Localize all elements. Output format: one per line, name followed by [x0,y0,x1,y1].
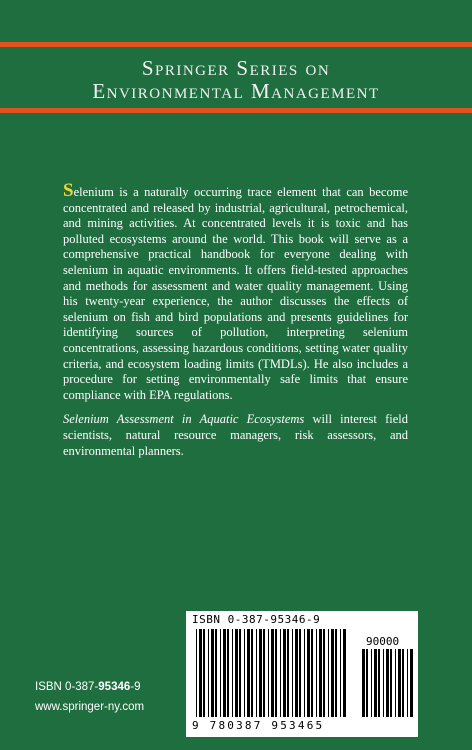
blurb-paragraph-1 [63,180,408,403]
series-title-line2: Environmental Management [92,79,380,103]
footer-website[interactable]: www.springer-ny.com [35,701,145,713]
drop-cap: S [63,180,74,201]
barcode [186,611,418,737]
book-title-italic: Selenium Assessment in Aquatic Ecosystems [63,412,305,427]
blurb-paragraph-1-text: elenium is a naturally occurring trace element that can become concentrated and released by industrial, agricultural, petrochemical, and mining activities. At concentrated levels it is toxic and has polluted ecosystems around the world. This book will serve as a comprehensive practical handbook for everyone dealing with selenium in aquatic environments. It offers field-tested approaches and methods for assessment and water quality management. Using his twenty-year experience, the author discusses the effects of selenium on fish and bird populations and presents guidelines for identifying sources of pollution, interpreting selenium concentrations, assessing hazardous conditions, setting water quality criteria, and ecosystem loading limits (TMDLs). He also includes a procedure for setting environmentally safe limits that ensure compliance with EPA regulations. [63,185,408,402]
bottom-orange-rule [0,108,472,113]
footer-isbn [35,681,141,693]
footer-isbn-suffix: -9 [130,681,141,693]
top-orange-rule [0,42,472,47]
barcode-isbn-label: ISBN 0-387-95346-9 [192,613,321,626]
blurb [63,180,408,468]
series-title-line1: Springer Series on [141,56,331,80]
barcode-ean-digits: 9 780387 953465 [192,719,325,732]
barcode-price-code: 90000 [366,635,400,648]
footer-isbn-bold: 95346 [98,681,131,693]
footer-isbn-prefix: ISBN 0-387- [35,681,99,693]
blurb-paragraph-2-text: will interest field scientists, natural resource managers, risk assessors, and environmental planners. [63,412,408,458]
blurb-paragraph-2 [63,412,408,459]
